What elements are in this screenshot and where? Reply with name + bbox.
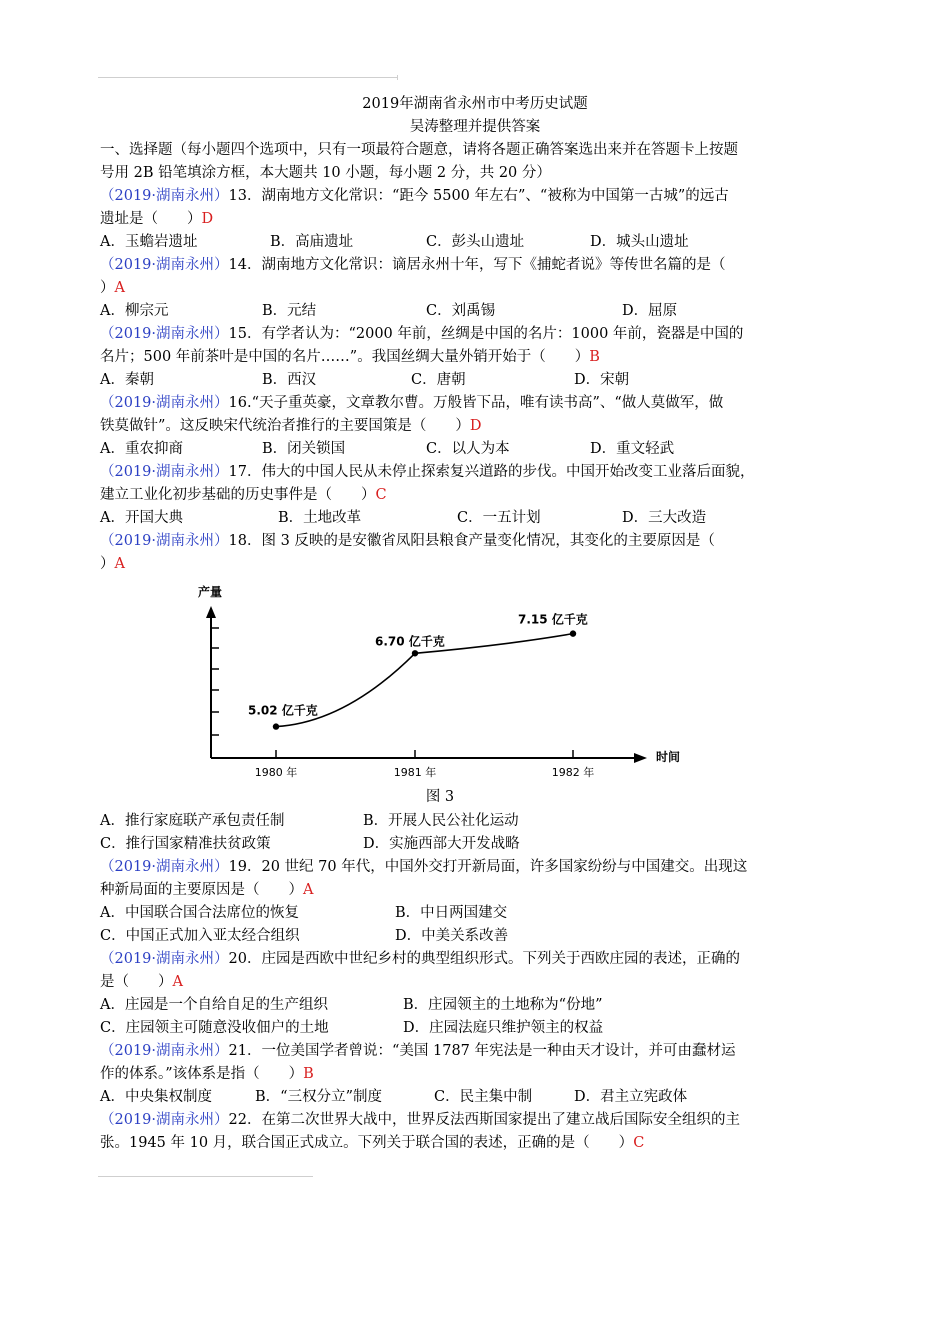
y-axis-label: 产量 [198,585,223,599]
option-17-b: B．土地改革 [278,510,362,526]
option-21-c: C．民主集中制 [434,1089,533,1105]
question-18-line2: ）A [100,556,125,572]
x-axis-arrow [634,753,647,763]
option-21-d: D．君主立宪政体 [574,1089,688,1105]
question-20: （2019·湖南永州）20．庄园是西欧中世纪乡村的典型组织形式。下列关于西欧庄园的表述，正确的 [100,951,740,967]
question-16: （2019·湖南永州）16.“天子重英豪，文章教尔曹。万般皆下品，唯有读书高”、“做人莫做军，做 [100,395,724,411]
option-18-b: B．开展人民公社化运动 [363,813,519,829]
option-20-b: B．庄园领主的土地称为“份地” [403,997,603,1013]
answer-13: D [201,211,214,227]
option-13-a: A．玉蟾岩遗址 [100,234,198,250]
answer-18: A [114,556,125,572]
question-14-line2: ）A [100,280,125,296]
page-subtitle: 吴涛整理并提供答案 [409,119,541,135]
option-21-a: A．中央集权制度 [100,1089,212,1105]
source-tag: （2019·湖南永州） [100,188,229,204]
question-19-line2: 种新局面的主要原因是（ ）A [100,882,314,898]
answer-22: C [633,1135,645,1151]
question-20-line2: 是（ ）A [100,974,183,990]
option-21-b: B．“三权分立”制度 [255,1089,382,1105]
option-19-d: D．中美关系改善 [395,928,509,944]
question-21: （2019·湖南永州）21．一位美国学者曾说：“美国 1787 年宪法是一种由天才设计，并可由蠢材运 [100,1043,736,1059]
question-22-line2: 张。1945 年 10 月，联合国正式成立。下列关于联合国的表述，正确的是（ ）C [100,1135,645,1151]
section-intro-line2: 号用 2B 铅笔填涂方框，本大题共 10 小题，每小题 2 分，共 20 分） [100,165,551,181]
answer-16: D [469,418,482,434]
option-17-c: C．一五计划 [457,510,541,526]
answer-20: A [172,974,183,990]
option-18-d: D．实施西部大开发战略 [363,836,520,852]
option-16-a: A．重农抑商 [100,441,183,457]
option-19-a: A．中国联合国合法席位的恢复 [100,905,299,921]
grain-output-chart [190,578,700,783]
option-16-d: D．重文轻武 [590,441,675,457]
option-19-b: B．中日两国建交 [395,905,508,921]
option-16-b: B．闭关锁国 [262,441,346,457]
question-16-line2: 铁莫做针”。这反映宋代统治者推行的主要国策是（ ）D [100,418,482,434]
question-17-line2: 建立工业化初步基础的历史事件是（ ）C [100,487,387,503]
answer-17: C [375,487,387,503]
question-14: （2019·湖南永州）14．湖南地方文化常识：谪居永州十年，写下《捕蛇者说》等传世名篇的是（ [100,257,726,273]
page-title: 2019年湖南省永州市中考历史试题 [362,96,588,112]
option-19-c: C．中国正式加入亚太经合组织 [100,928,300,944]
option-13-d: D．城头山遗址 [590,234,689,250]
x-tick-label: 1982 年 [551,766,595,779]
option-14-d: D．屈原 [622,303,678,319]
question-18: （2019·湖南永州）18．图 3 反映的是安徽省凤阳县粮食产量变化情况，其变化的主要原因是（ [100,533,715,549]
y-axis-arrow [206,606,216,618]
data-label: 6.70 亿千克 [375,634,445,649]
section-intro-line1: 一、选择题（每小题四个选项中，只有一项最符合题意，请将各题正确答案选出来并在答题卡上按题 [100,142,738,158]
answer-19: A [303,882,314,898]
question-17: （2019·湖南永州）17．伟大的中国人民从未停止探索复兴道路的步伐。中国开始改变工业落后面貌， [100,464,755,480]
figure-caption: 图 3 [425,789,455,805]
option-15-a: A．秦朝 [100,372,154,388]
question-19: （2019·湖南永州）19．20 世纪 70 年代，中国外交打开新局面，许多国家纷纷与中国建交。出现这 [100,859,748,875]
option-20-c: C．庄园领主可随意没收佃户的土地 [100,1020,329,1036]
option-13-b: B．高庙遗址 [270,234,354,250]
data-point [273,723,279,729]
option-14-a: A．柳宗元 [100,303,169,319]
answer-15: B [589,349,600,365]
option-20-a: A．庄园是一个自给自足的生产组织 [100,997,328,1013]
x-tick-label: 1980 年 [254,766,298,779]
question-15: （2019·湖南永州）15．有学者认为：“2000 年前，丝绸是中国的名片：1000 年前，瓷器是中国的 [100,326,744,342]
x-axis-label: 时间 [656,750,681,764]
option-14-c: C．刘禹锡 [426,303,496,319]
option-14-b: B．元结 [262,303,317,319]
option-15-b: B．西汉 [262,372,317,388]
question-22: （2019·湖南永州）22．在第二次世界大战中，世界反法西斯国家提出了建立战后国际安全组织的主 [100,1112,740,1128]
data-label: 7.15 亿千克 [518,612,588,627]
option-15-d: D．宋朝 [574,372,630,388]
data-label: 5.02 亿千克 [248,703,318,718]
question-13: （2019·湖南永州）13．湖南地方文化常识：“距今 5500 年左右”、“被称为中国第一古城”的远古 [100,188,729,204]
footer-rule [98,1176,313,1177]
option-15-c: C．唐朝 [411,372,466,388]
option-17-a: A．开国大典 [100,510,183,526]
option-16-c: C．以人为本 [426,441,510,457]
option-18-a: A．推行家庭联产承包责任制 [100,813,285,829]
option-18-c: C．推行国家精准扶贫政策 [100,836,271,852]
answer-21: B [303,1066,314,1082]
option-13-c: C．彭头山遗址 [426,234,525,250]
option-17-d: D．三大改造 [622,510,707,526]
question-13-line2: 遗址是（ ）D [100,211,214,227]
data-point [570,630,576,636]
header-rule [98,77,398,78]
question-15-line2: 名片；500 年前茶叶是中国的名片……”。我国丝绸大量外销开始于（ ）B [100,349,600,365]
data-point [412,650,418,656]
x-tick-label: 1981 年 [393,766,437,779]
answer-14: A [114,280,125,296]
question-21-line2: 作的体系。”该体系是指（ ）B [100,1066,314,1082]
option-20-d: D．庄园法庭只维护领主的权益 [403,1020,604,1036]
